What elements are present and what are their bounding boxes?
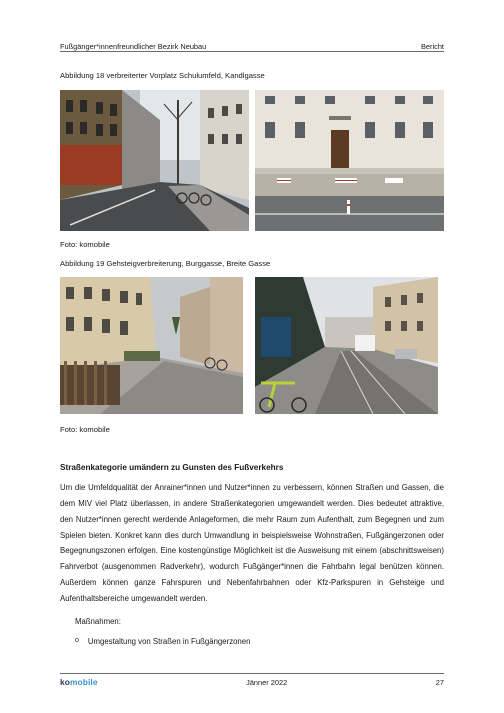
figure-18-credit: Foto: komobile [60, 240, 110, 249]
header-divider [60, 51, 444, 52]
figure-18-caption: Abbildung 18 verbreiterter Vorplatz Schulumfeld, Kandlgasse [60, 71, 265, 80]
list-item [75, 637, 250, 646]
header-doc-type: Bericht [420, 42, 444, 51]
list-item-text: Umgestaltung von Straßen in Fußgängerzonen [87, 637, 251, 646]
komobile-logo: komobile [60, 677, 98, 687]
photo-breite-gasse-street [255, 277, 438, 414]
footer-date: Jänner 2022 [246, 677, 288, 687]
page-number: 27 [435, 677, 444, 687]
measures-label: Maßnahmen: [75, 617, 121, 626]
page-footer [60, 677, 444, 687]
figure-19-credit: Foto: komobile [60, 425, 110, 434]
section-paragraph: Um die Umfeldqualität der Anrainer*innen und Nutzer*innen zu verbessern, können Straßen und Gassen, die dem MIV viel Platz überlassen, in andere Straßenkategorien umgewandelt werden. Dies bedeutet attraktive, den Nutzer*innen gerecht werdende Anlageformen, die mehr Raum zum Aufenthalt, zum Begegnen und zum Spielen bieten. Konkret kann dies durch Umwandlung in beispielsweise Wohnstraßen, Fußgängerzonen oder Begegnungszonen erfolgen. Eine kostengünstige Möglichkeit ist die Ausweisung mit einem (abschnittsweisen) Fahrverbot (ausgenommen Radverkehr), wodurch Fußgänger*innen die Fahrbahn legal benützen können. Außerdem können ganze Fahrspuren und Nebenfahrbahnen oder Kfz-Parkspuren in Gehsteige und Aufenthaltsbereiche umgewandelt werden. [60, 483, 444, 603]
footer-divider [60, 673, 444, 674]
photo-burggasse-sidewalk [60, 277, 243, 414]
figure-19-caption: Abbildung 19 Gehsteigverbreiterung, Burggasse, Breite Gasse [60, 259, 271, 268]
header-title: Fußgänger*innenfreundlicher Bezirk Neubau [60, 42, 207, 51]
photo-kandlgasse-street [60, 90, 249, 231]
bullet-icon: o [75, 637, 79, 644]
section-heading: Straßenkategorie umändern zu Gunsten des Fußverkehrs [60, 463, 284, 472]
page-header [60, 37, 444, 51]
photo-school-forecourt [255, 90, 444, 231]
